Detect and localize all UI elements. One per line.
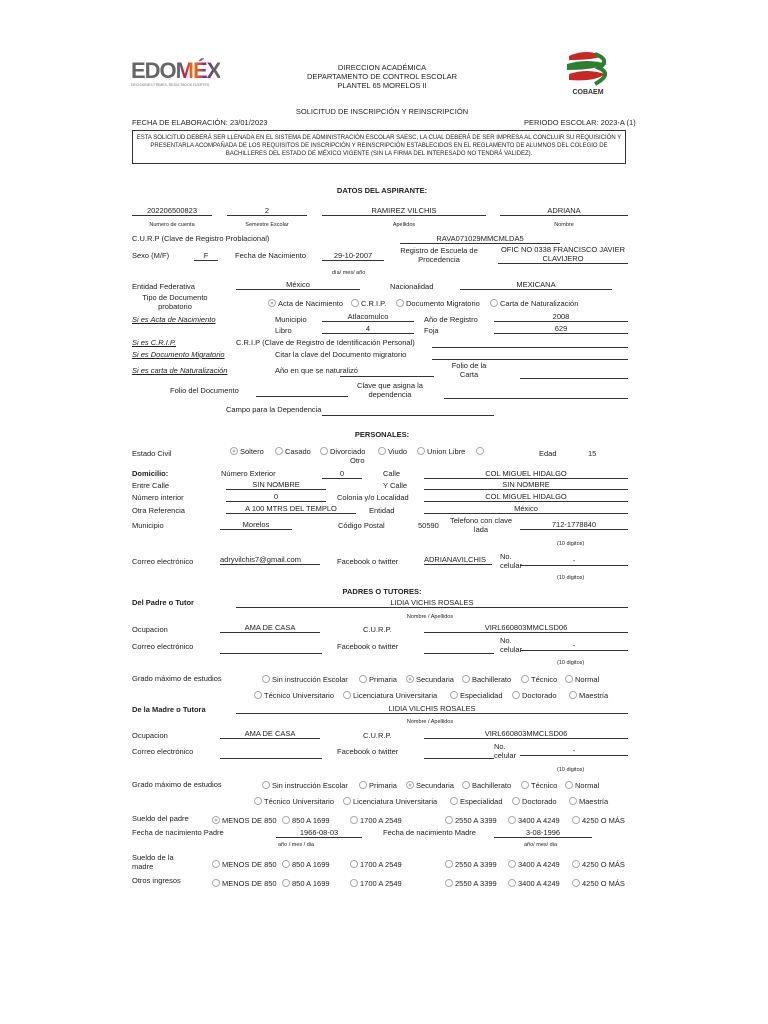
anio-reg-value: 2008 <box>494 312 628 322</box>
calle-value: COL MIGUEL HIDALGO <box>424 469 628 479</box>
si-acta-label: Si es Acta de Nacimiento <box>132 315 216 324</box>
municipio-value: Atlacomulco <box>322 312 414 322</box>
padre-ocupacion-label: Ocupacion <box>132 625 168 634</box>
cel-value: - <box>520 556 628 566</box>
mig-label: Citar la clave del Documento migratorio <box>275 350 407 359</box>
padre-label: Del Padre o Tutor <box>132 598 194 607</box>
entidad-value: México <box>236 280 360 290</box>
num-int-label: Número interior <box>132 493 184 502</box>
fecha-elaboracion: FECHA DE ELABORACIÓN: 23/01/2023 <box>132 118 268 127</box>
madre-cel: - <box>520 746 628 756</box>
padre-ocupacion: AMA DE CASA <box>220 623 320 633</box>
colonia-label: Colonia y/o Localidad <box>337 493 409 502</box>
padre-digitos: (10 digitos) <box>557 660 585 666</box>
folio-doc-line <box>256 396 348 397</box>
ycalle-value: SIN NOMBRE <box>424 480 628 490</box>
domicilio-label: Domicilio: <box>132 469 169 478</box>
madre-grado-bachillerato[interactable]: Bachillerato <box>462 781 511 790</box>
notice-box: ESTA SOLICITUD DEBERÁ SER LLENADA EN EL SISTEMA DE ADMINISTRACIÓN ESCOLAR SAESC, LA CUAL DEBERÁ DE SER IMPRESA AL CONCLUIR SU REQUISICIÓN Y PRESENTARLA ACOMPAÑADA DE LOS REQUISITOS DE INSCRIPCIÓN Y REINSCRIPCIÓN ESTABLECIDOS EN EL REGLAMENTO DE ALUMNOS DEL COLEGIO DE BACHILLERES DEL ESTADO DE MÉXICO VIGENTE (SIN LA FIRMA DEL INTERESADO NO TENDRÁ VALIDEZ). <box>132 130 626 164</box>
madre-face-line <box>424 758 494 759</box>
municipio-dom-value: Morelos <box>220 520 292 530</box>
entidad-label: Entidad Federativa <box>132 282 195 291</box>
padre-face-line <box>424 653 494 654</box>
padre-grado-secundaria[interactable]: Secundaria <box>406 675 454 684</box>
sueldo-padre-1700-2549[interactable]: 1700 A 2549 <box>350 816 402 825</box>
folio-doc-label: Folio del Documento <box>170 386 239 395</box>
fnac-format: día/ mes/ año <box>332 270 366 276</box>
padre-grado-tecnico[interactable]: Técnico <box>521 675 557 684</box>
sueldo-madre-3400-4249[interactable]: 3400 A 4249 <box>508 860 560 869</box>
anio-nat-label: Año en que se naturalizó <box>275 366 358 375</box>
face-value: ADRIANAVILCHIS <box>424 555 492 565</box>
curp-label: C.U.R.P (Clave de Registro Problacional) <box>132 234 270 243</box>
fnac-padre: 1966-08-03 <box>276 828 362 838</box>
sueldo-padre-3400-4249[interactable]: 3400 A 4249 <box>508 816 560 825</box>
ycalle-label: Y Calle <box>383 481 408 490</box>
cuenta-label: Numero de cuenta <box>149 222 195 228</box>
madre-grado-label: Grado máximo de estudios <box>132 780 222 789</box>
madre-grado-primaria[interactable]: Primaria <box>359 781 397 790</box>
madre-label: De la Madre o Tutora <box>132 705 206 714</box>
civil-option-soltero[interactable]: Soltero <box>230 447 264 456</box>
entidad-dom-label: Entidad <box>369 506 395 515</box>
num-ext-label: Número Exterior <box>221 469 276 478</box>
face-label: Facebook o twitter <box>337 557 399 566</box>
madre-cel-label: No. celular <box>494 742 517 760</box>
municipio-label: Municipio <box>275 315 307 324</box>
cobaem-logo: COBAEM <box>565 50 611 96</box>
si-mig-label: Si es Documento Migratorio <box>132 350 225 359</box>
anio-nat-line <box>340 376 434 377</box>
sueldo-madre-850-1699[interactable]: 850 A 1699 <box>282 860 330 869</box>
padre-grado-primaria[interactable]: Primaria <box>359 675 397 684</box>
madre-grado-normal[interactable]: Normal <box>565 781 599 790</box>
clave-dep-line <box>444 398 628 399</box>
otros-850-1699[interactable]: 850 A 1699 <box>282 879 330 888</box>
madre-grado-especialidad[interactable]: Especialidad <box>450 797 503 806</box>
periodo-escolar: PERIODO ESCOLAR: 2023-A (1) <box>524 118 636 127</box>
doc-option-acta[interactable]: Acta de Nacimiento <box>268 299 343 308</box>
fnac-padre-format: año / mes / dia <box>278 842 315 848</box>
ref-value: A 100 MTRS DEL TEMPLO <box>226 504 356 514</box>
madre-grado-tecnico-univ[interactable]: Técnico Universitario <box>254 797 334 806</box>
nacionalidad-label: Nacionalidad <box>390 282 434 291</box>
padre-face-label: Facebook o twitter <box>337 642 399 651</box>
si-crip-label: Si es C.R.I.P. <box>132 338 177 347</box>
madre-grado-licenciatura[interactable]: Licenciatura Universitaria <box>343 797 437 806</box>
header-institution: DIRECCION ACADÉMICA DEPARTAMENTO DE CONTROL ESCOLAR PLANTEL 65 MORELOS II <box>306 63 458 90</box>
sueldo-padre-2550-3399[interactable]: 2550 A 3399 <box>445 816 497 825</box>
madre-grado-tecnico[interactable]: Técnico <box>521 781 557 790</box>
crip-label: C.R.I.P (Clave de Registro de Identificación Personal) <box>236 338 415 347</box>
sueldo-madre-menos-850[interactable]: MENOS DE 850 <box>212 860 277 869</box>
madre-digitos: (10 digitos) <box>557 767 585 773</box>
foja-value: 629 <box>494 324 628 334</box>
folio-carta-line <box>520 378 628 379</box>
mig-line <box>432 359 628 360</box>
cuenta-value: 202206500823 <box>132 206 212 216</box>
padre-cel-label: No. celular <box>500 636 523 654</box>
madre-ocupacion: AMA DE CASA <box>220 729 320 739</box>
sueldo-madre-1700-2549[interactable]: 1700 A 2549 <box>350 860 402 869</box>
otros-4250-mas[interactable]: 4250 O MÁS <box>572 879 625 888</box>
padre-grado-tecnico-univ[interactable]: Técnico Universitario <box>254 691 334 700</box>
civil-option-viudo[interactable]: Viudo <box>378 447 407 456</box>
otros-menos-850[interactable]: MENOS DE 850 <box>212 879 277 888</box>
civil-option-union-libre[interactable]: Union Libre <box>417 447 465 456</box>
campo-dep-label: Campo para la Dependencia <box>226 405 322 414</box>
padre-curp-label: C.U.R.P. <box>363 625 392 634</box>
doc-option-carta[interactable]: Carta de Naturalización <box>490 299 578 308</box>
tel-label: Telefono con clave lada <box>449 516 513 534</box>
padre-grado-maestria[interactable]: Maestría <box>569 691 608 700</box>
campo-dep-line <box>322 415 494 416</box>
madre-grado-secundaria[interactable]: Secundaria <box>406 781 454 790</box>
folio-carta-label: Folio de la Carta <box>451 361 487 379</box>
correo-label: Correo electrónico <box>132 557 194 566</box>
clave-dep-label: Clave que asigna la dependencia <box>357 381 423 399</box>
civil-option-otro[interactable] <box>476 447 486 456</box>
foja-label: Foja <box>424 326 439 335</box>
edomex-logo: EDOMÉX DECISIONES FIRMES, RESULTADOS FUERTES. <box>131 58 221 87</box>
sueldo-padre-850-1699[interactable]: 850 A 1699 <box>282 816 330 825</box>
sueldo-padre-label: Sueldo del padre <box>132 814 189 823</box>
madre-correo-label: Correo electrónico <box>132 747 194 756</box>
madre-grado-sin[interactable]: Sin instrucción Escolar <box>262 781 348 790</box>
sexo-label: Sexo (M/F) <box>132 251 170 260</box>
curp-value: RAVA071029MMCMLDA5 <box>400 234 560 244</box>
madre-curp: VIRL660803MMCLSD06 <box>424 729 628 739</box>
madre-correo-line <box>220 758 322 759</box>
calle-label: Calle <box>383 469 401 478</box>
sueldo-madre-2550-3399[interactable]: 2550 A 3399 <box>445 860 497 869</box>
cp-value: 50590 <box>418 521 439 530</box>
padre-grado-normal[interactable]: Normal <box>565 675 599 684</box>
padre-nombre-label: Nombre / Apellidos <box>406 614 454 620</box>
tel-digitos: (10 digitos) <box>557 541 585 547</box>
padre-nombre: LIDIA VICHIS ROSALES <box>236 598 628 608</box>
section-aspirante: DATOS DEL ASPIRANTE: <box>336 186 428 195</box>
otros-ingresos-label: Otros ingresos <box>132 876 181 885</box>
correo-value: adryvilchis7@gmail.com <box>220 555 320 565</box>
padre-correo-line <box>220 653 322 654</box>
padre-curp: VIRL660803MMCLSD06 <box>424 623 628 633</box>
sexo-value: F <box>194 251 218 261</box>
cel-label: No. celular <box>500 552 523 570</box>
padre-grado-sin[interactable]: Sin instrucción Escolar <box>262 675 348 684</box>
otro-label: Otro <box>350 456 365 465</box>
nacionalidad-value: MEXICANA <box>460 280 612 290</box>
doc-option-migratorio[interactable]: Documento Migratorio <box>396 299 480 308</box>
libro-label: Libro <box>275 326 292 335</box>
civil-option-casado[interactable]: Casado <box>275 447 311 456</box>
fnac-value: 29-10-2007 <box>322 251 384 261</box>
si-carta-label: Si es carta de Naturalización <box>132 366 228 375</box>
doc-title: SOLICITUD DE INSCRIPCIÓN Y REINSCRIPCIÓN <box>295 107 469 116</box>
padre-grado-doctorado[interactable]: Doctorado <box>512 691 557 700</box>
num-ext-value: 0 <box>322 469 362 479</box>
fnac-madre-format: año/ mes/ dia <box>524 842 558 848</box>
tel-value: 712-1778840 <box>520 520 628 530</box>
fnac-madre-label: Fecha de nacimiento Madre <box>383 828 476 837</box>
sueldo-madre-label: Sueldo de la madre <box>132 853 174 871</box>
libro-value: 4 <box>322 324 414 334</box>
madre-face-label: Facebook o twitter <box>337 747 399 756</box>
madre-curp-label: C.U.R.P. <box>363 731 392 740</box>
madre-grado-maestria[interactable]: Maestría <box>569 797 608 806</box>
padre-grado-licenciatura[interactable]: Licenciatura Universitaria <box>343 691 437 700</box>
padre-cel: - <box>520 641 628 651</box>
cel-digitos: (10 digitos) <box>557 575 585 581</box>
section-personales: PERSONALES: <box>354 430 410 439</box>
anio-reg-label: Año de Registro <box>424 315 478 324</box>
num-int-value: 0 <box>226 492 326 502</box>
madre-nombre-label: Nombre / Apellidos <box>406 719 454 725</box>
municipio-dom-label: Municipio <box>132 521 164 530</box>
fnac-padre-label: Fecha de nacimiento Padre <box>132 828 224 837</box>
escuela-label: Registro de Escuela de Procedencia <box>400 246 478 264</box>
edad-value: 15 <box>588 449 597 458</box>
doc-option-crip[interactable]: C.R.I.P. <box>351 299 386 308</box>
fnac-label: Fecha de Nacimiento <box>235 251 306 260</box>
entidad-dom-value: México <box>424 504 628 514</box>
tipo-doc-label: Tipo de Documento probatorio <box>142 293 208 311</box>
padre-correo-label: Correo electrónico <box>132 642 194 651</box>
entre-value: SIN NOMBRE <box>226 480 326 490</box>
sueldo-padre-menos-850[interactable]: MENOS DE 850 <box>212 816 277 825</box>
sueldo-madre-4250-mas[interactable]: 4250 O MÁS <box>572 860 625 869</box>
madre-nombre: LIDIA VILCHIS ROSALES <box>236 704 628 714</box>
nombre-value: ADRIANA <box>500 206 628 216</box>
civil-label: Estado Civil <box>132 449 172 458</box>
nombre-label: Nombre <box>554 222 574 228</box>
semestre-value: 2 <box>227 206 307 216</box>
civil-option-divorciado[interactable]: Divorciado <box>320 447 365 456</box>
escuela-value: OFIC NO 0338 FRANCISCO JAVIER CLAVIJERO <box>498 245 628 264</box>
otros-1700-2549[interactable]: 1700 A 2549 <box>350 879 402 888</box>
padre-grado-bachillerato[interactable]: Bachillerato <box>462 675 511 684</box>
crip-line <box>432 347 628 348</box>
sueldo-padre-4250-mas[interactable]: 4250 O MÁS <box>572 816 625 825</box>
edad-label: Edad <box>539 449 557 458</box>
padre-grado-label: Grado máximo de estudios <box>132 674 222 683</box>
madre-grado-doctorado[interactable]: Doctorado <box>512 797 557 806</box>
apellidos-value: RAMIREZ VILCHIS <box>322 206 486 216</box>
ref-label: Otra Referencia <box>132 506 185 515</box>
otros-3400-4249[interactable]: 3400 A 4249 <box>508 879 560 888</box>
cp-label: Código Postal <box>338 521 385 530</box>
otros-2550-3399[interactable]: 2550 A 3399 <box>445 879 497 888</box>
colonia-value: COL MIGUEL HIDALGO <box>424 492 628 502</box>
section-padres: PADRES O TUTORES: <box>342 587 422 596</box>
entre-label: Entre Calle <box>132 481 170 490</box>
semestre-label: Semestre Escolar <box>245 222 289 228</box>
padre-grado-especialidad[interactable]: Especialidad <box>450 691 503 700</box>
fnac-madre: 3-08-1996 <box>494 828 592 838</box>
madre-ocupacion-label: Ocupacion <box>132 731 168 740</box>
apellidos-label: Apellidos <box>392 222 416 228</box>
